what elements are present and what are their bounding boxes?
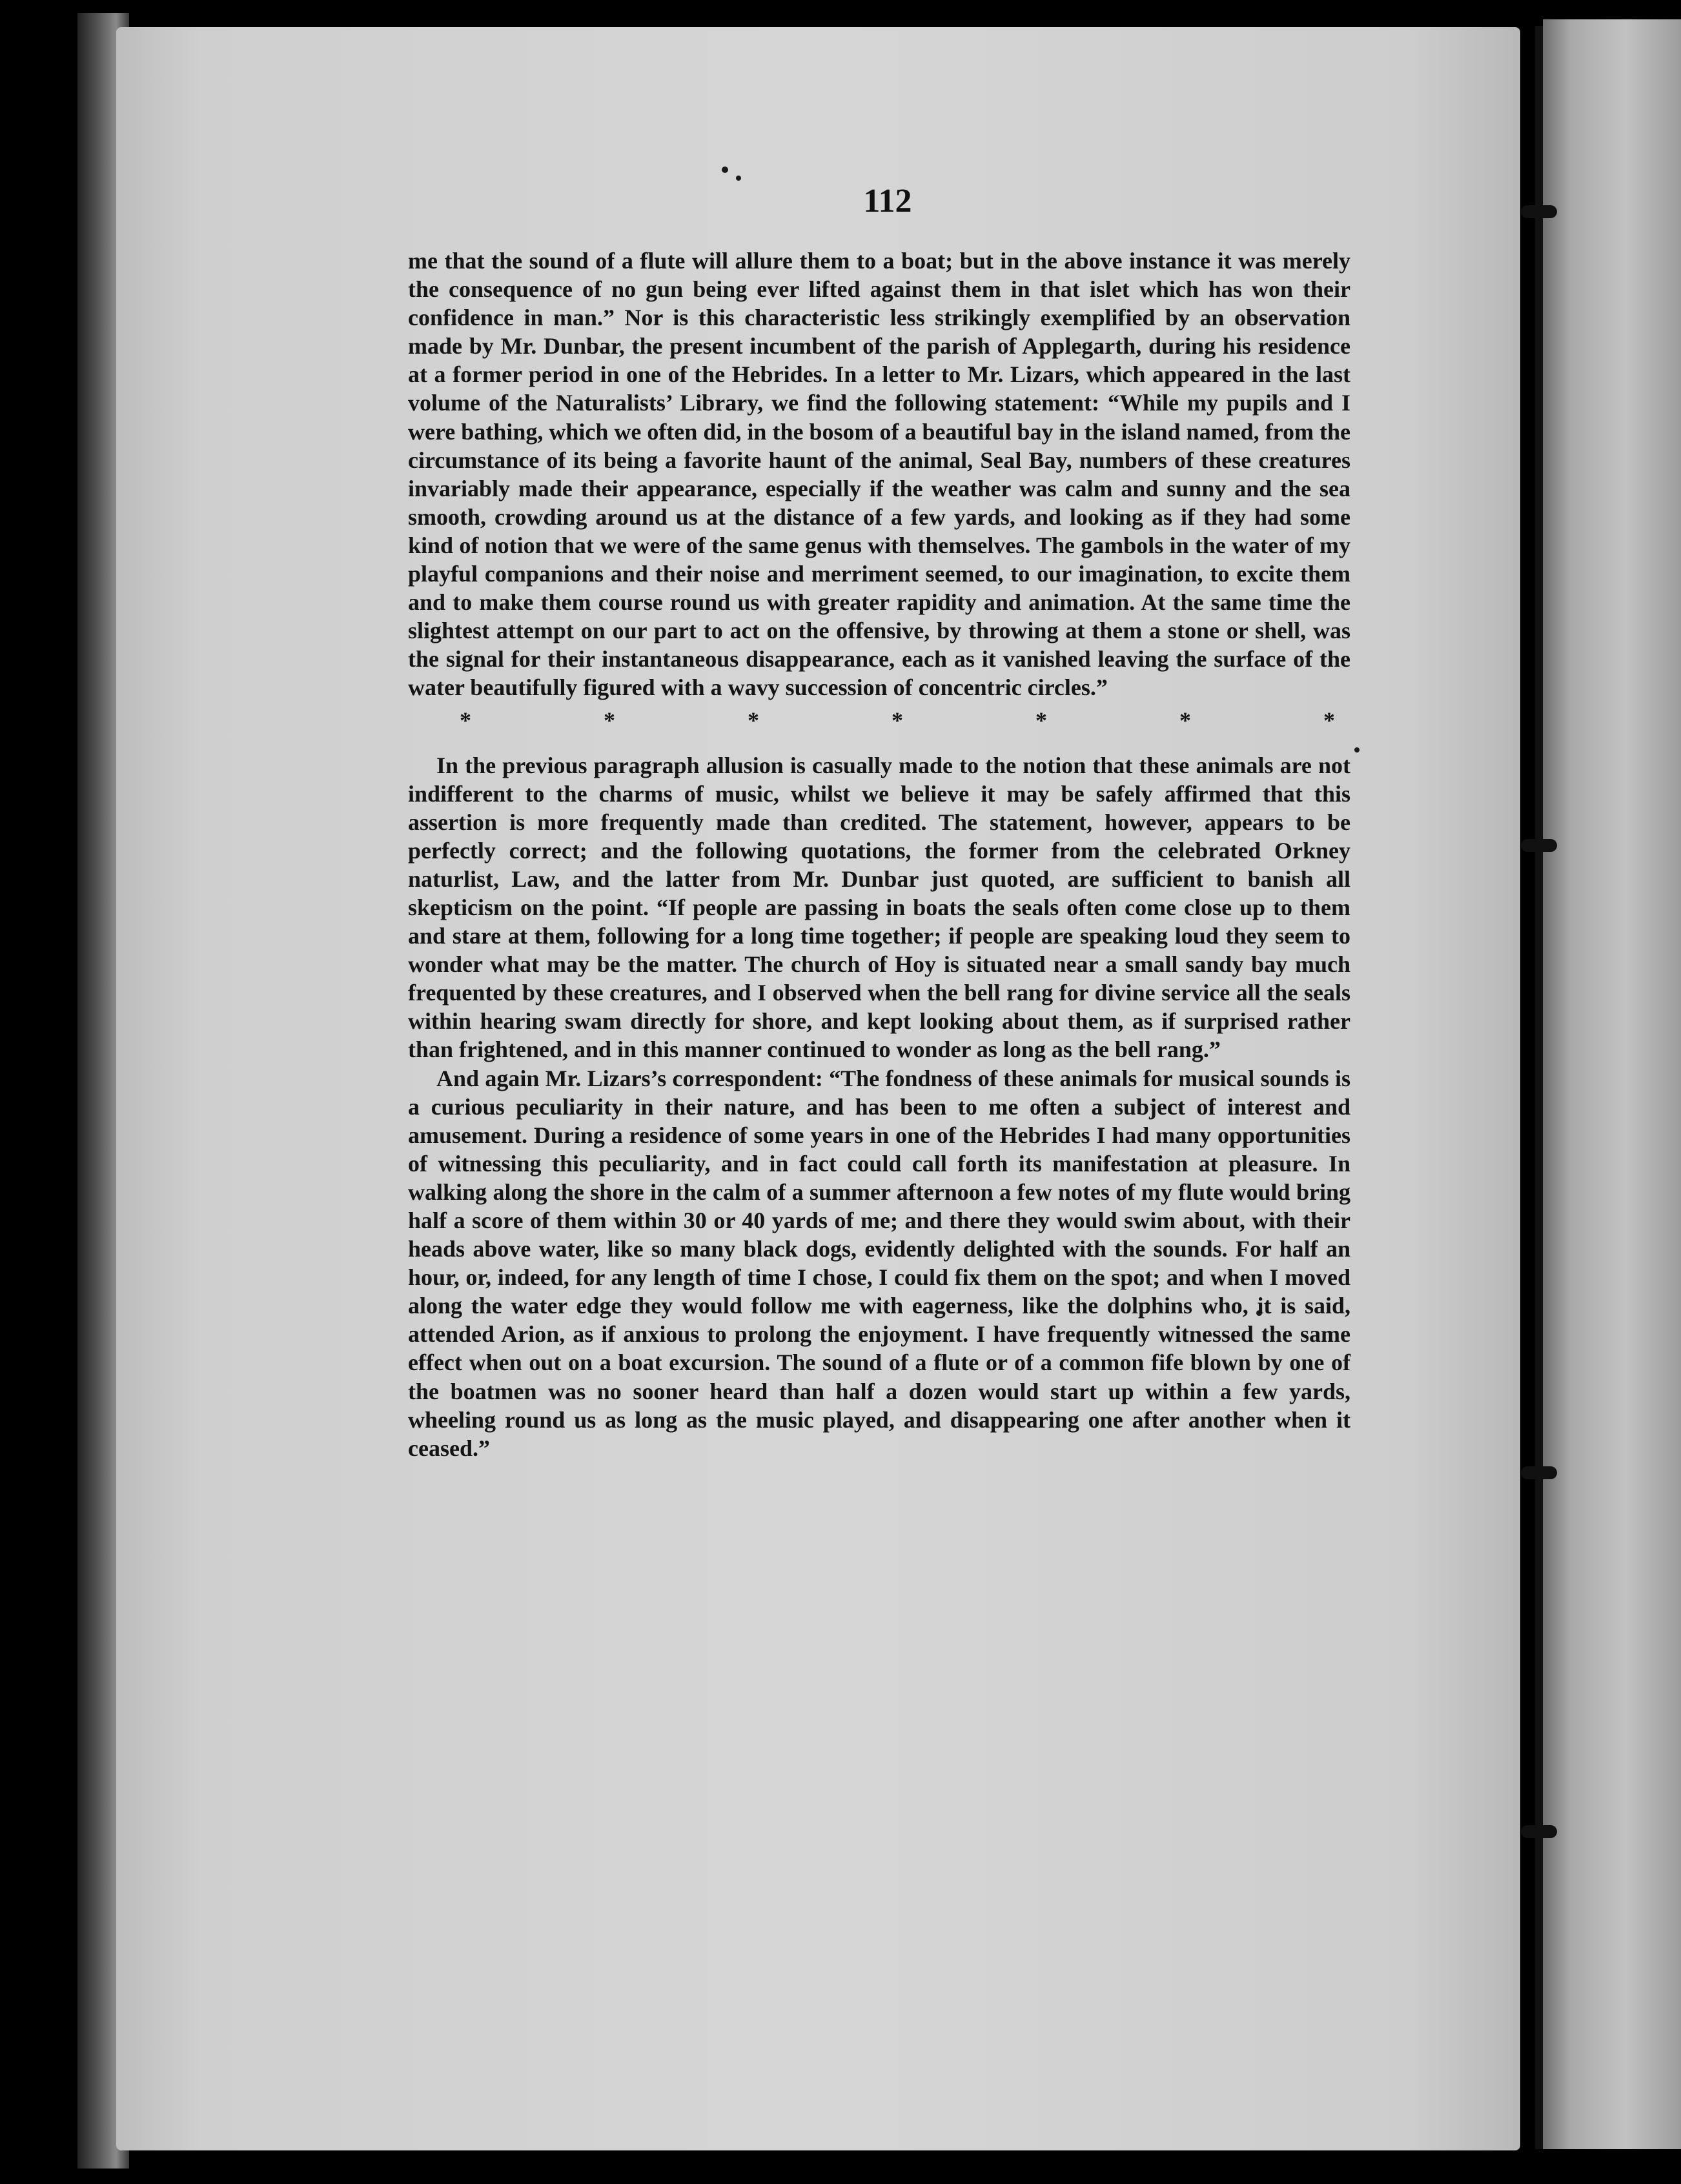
paragraph-continued: me that the sound of a flute will allure them to a boat; but in the above instance it was merely the consequence of no gun being ever lifted against them in that islet which has won their confidence in man.” Nor is this characteristic less strikingly exemplified by an observation made by Mr. Dunbar, the present incumbent of the parish of Applegarth, during his residence at a former period in one of the Hebrides. In a letter to Mr. Lizars, which appeared in the last volume of the Naturalists’ Library, we find the following statement: “While my pupils and I were bathing, which we often did, in the bosom of a beautiful bay in the island named, from the circumstance of its being a favorite haunt of the animal, Seal Bay, numbers of these creatures invariably made their appearance, especially if the weather was calm and sunny and the sea smooth, crowding around us at the distance of a few yards, and looking as if they had some kind of notion that we were of the same genus with themselves. The gambols in the water of my playful companions and their noise and merriment seemed, to our imagination, to excite them and to make them course round us with greater rapidity and animation. At the same time the slightest attempt on our part to act on the offensive, by throwing at them a stone or shell, was the signal for their instantaneous disappearance, each as it vanished leaving the surface of the water beautifully figured with a wavy succession of concentric circles.”	[408, 248, 1350, 701]
separator-asterisk: *	[748, 707, 759, 733]
ink-speck	[736, 176, 741, 181]
paragraph: In the previous paragraph allusion is casually made to the notion that these animals are not indifferent to the charms of music, whilst we believe it may be safely affirmed that this assertion is more frequently made than credited. The statement, however, appears to be perfectly correct; and the following quotations, the former from the celebrated Orkney naturlist, Law, and the latter from Mr. Dunbar just quoted, are sufficient to banish all skepticism on the point. “If people are passing in boats the seals often come close up to them and stare at them, following for a long time together; if people are speaking loud they seem to wonder what may be the matter. The church of Hoy is situated near a small sandy bay much frequented by these creatures, and I observed when the bell rang for divine service all the seals within hearing swam directly for shore, and kept looking about them, as if surprised rather than frightened, and in this manner continued to wonder as long as the bell rang.”	[408, 752, 1350, 1063]
ink-speck	[722, 167, 728, 173]
binding-stitch	[1521, 1466, 1557, 1479]
page-number: 112	[863, 183, 912, 219]
binding-stitch	[1521, 205, 1557, 218]
paragraph: And again Mr. Lizars’s correspondent: “The fondness of these animals for musical sounds is a curious peculiarity in their nature, and has been to me often a subject of interest and amusement. During a residence of some years in one of the Hebrides I had many opportunities of witnessing this peculiarity, and in fact could call forth its manifestation at pleasure. In walking along the shore in the calm of a summer afternoon a few notes of my flute would bring half a score of them within 30 or 40 yards of me; and there they would swim about, with their heads above water, like so many black dogs, evidently delighted with the sounds. For half an hour, or, indeed, for any length of time I chose, I could fix them on the spot; and when I moved along the water edge they would follow me with eagerness, like the dolphins who, it is said, attended Arion, as if anxious to prolong the enjoyment. I have frequently witnessed the same effect when out on a boat excursion. The sound of a flute or of a common fife blown by one of the boatmen was no sooner heard than half a dozen would start up within a few yards, wheeling round us as long as the music played, and disappearing one after another when it ceased.”	[408, 1065, 1350, 1461]
separator-asterisk: *	[891, 707, 903, 733]
binding-stitch	[1521, 839, 1557, 852]
separator-asterisk: *	[1179, 707, 1191, 733]
binding-stitch	[1521, 1825, 1557, 1838]
facing-page-edge	[1543, 19, 1681, 2149]
section-separator	[408, 702, 1350, 738]
separator-asterisk: *	[1323, 707, 1335, 733]
separator-asterisk: *	[1035, 707, 1047, 733]
ink-speck	[1354, 747, 1360, 753]
body-text	[408, 247, 1350, 1462]
separator-asterisk: *	[604, 707, 615, 733]
separator-asterisk: *	[460, 707, 471, 733]
